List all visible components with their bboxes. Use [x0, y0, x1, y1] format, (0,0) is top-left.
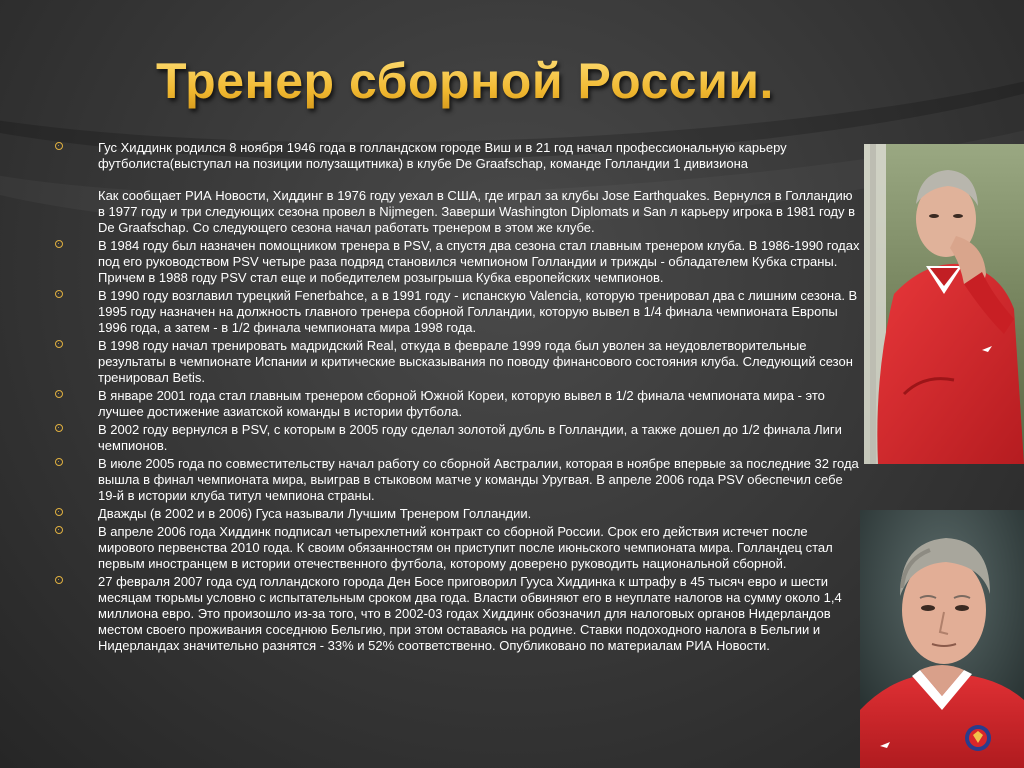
bullet-text: В 1984 году был назначен помощником тренера в PSV, а спустя два сезона стал главным тренером клуба. В 1986-1990 годах под его руководством PSV четыре раза подряд становился чемпионом Голландии и трижды - обладателем Кубка страны. Причем в 1988 году PSV стал еще и победителем розыгрыша Кубка европейских чемпионов.: [98, 238, 860, 285]
circle-bullet-icon: [55, 290, 63, 298]
bullet-text: Дважды (в 2002 и в 2006) Гуса называли Лучшим Тренером Голландии.: [98, 506, 532, 521]
bullet-item: [55, 574, 863, 654]
bullet-text: В 2002 году вернулся в PSV, с которым в 2005 году сделал золотой дубль в Голландии, а также дошел до 1/2 финала Лиги чемпионов.: [98, 422, 842, 453]
paragraph-gap: [98, 172, 863, 188]
bullet-item: [55, 506, 863, 522]
slide-title: Тренер сборной России.: [0, 52, 930, 122]
bullet-list: [55, 140, 863, 656]
bullet-item: [55, 388, 863, 420]
bullet-item: [55, 140, 863, 236]
circle-bullet-icon: [55, 390, 63, 398]
bullet-item: [55, 524, 863, 572]
circle-bullet-icon: [55, 142, 63, 150]
coach-photo-portrait-image: [860, 510, 1024, 768]
bullet-item: [55, 422, 863, 454]
bullet-item: [55, 288, 863, 336]
circle-bullet-icon: [55, 340, 63, 348]
bullet-text: 27 февраля 2007 года суд голландского города Ден Босе приговорил Гууса Хиддинка к штрафу в 45 тысяч евро и шести месяцам тюрьмы условно с испытательным сроком два года. Власти обвиняют его в неуплате налогов на сумму около 1,4 миллиона евро. Это произошло из-за того, что в 2002-03 годах Хиддинк обозначил для налоговых органов Нидерландов местом своего проживания соседнюю Бельгию, при этом оставаясь на родине. Ставки подоходного налога в Бельгии и Нидерландах значительно разнятся - 33% и 52% соответственно. Опубликовано по материалам РИА Новости.: [98, 574, 842, 653]
bullet-text: В июле 2005 года по совместительству начал работу со сборной Австралии, которая в ноябре впервые за последние 32 года вышла в финал чемпионата мира, выиграв в стыковом матче у команды Уругвая. В апреле 2006 года PSV обеспечил себе 19-й в истории клуба титул чемпиона страны.: [98, 456, 859, 503]
bullet-text-continuation: Как сообщает РИА Новости, Хиддинг в 1976 году уехал в США, где играл за клубы Jose Earthquakes. Вернулся в Голландию в 1977 году и три следующих сезона провел в Nijmegen. Заверши Washington Diplomats и San л карьеру игрока в 1981 году в De Graafschap. Со следующего сезона начал работать тренером в этом же клубе.: [98, 188, 856, 235]
coach-photo-thinking: [864, 144, 1024, 464]
bullet-item: [55, 456, 863, 504]
coach-photo-portrait: [860, 510, 1024, 768]
bullet-item: [55, 238, 863, 286]
circle-bullet-icon: [55, 240, 63, 248]
bullet-item: [55, 338, 863, 386]
bullet-text: В 1990 году возглавил турецкий Fenerbahce, а в 1991 году - испанскую Valencia, которую тренировал два с лишним сезона. В 1995 году назначен на должность главного тренера сборной Голландии, которую вывел в 1/4 финала чемпионата Европы 1996 года, а затем - в 1/2 финала чемпионата мира 1998 года.: [98, 288, 858, 335]
bullet-text: В 1998 году начал тренировать мадридский Real, откуда в феврале 1999 года был уволен за неудовлетворительные результаты в чемпионате Испании и критические высказывания по поводу финансового состояния клуба. Следующий сезон тренировал Betis.: [98, 338, 853, 385]
circle-bullet-icon: [55, 576, 63, 584]
bullet-text: Гус Хиддинк родился 8 ноября 1946 года в голландском городе Виш и в 21 год начал профессиональную карьеру футболиста(выступал на позиции полузащитника) в клубе De Graafschap, команде Голландии 1 дивизиона: [98, 140, 787, 171]
circle-bullet-icon: [55, 458, 63, 466]
circle-bullet-icon: [55, 526, 63, 534]
bullet-text: В апреле 2006 года Хиддинк подписал четырехлетний контракт со сборной России. Срок его действия истечет после мирового первенства 2010 года. К своим обязанностям он приступит после июньского чемпионата мира. Голландец стал первым иностранцем в истории отечественного футбола, которому доверено руководить национальной сборной.: [98, 524, 833, 571]
coach-photo-thinking-image: [864, 144, 1024, 464]
circle-bullet-icon: [55, 424, 63, 432]
bullet-text: В январе 2001 года стал главным тренером сборной Южной Кореи, которую вывел в 1/2 финала чемпионата мира - это лучшее достижение азиатской команды в истории футбола.: [98, 388, 825, 419]
circle-bullet-icon: [55, 508, 63, 516]
